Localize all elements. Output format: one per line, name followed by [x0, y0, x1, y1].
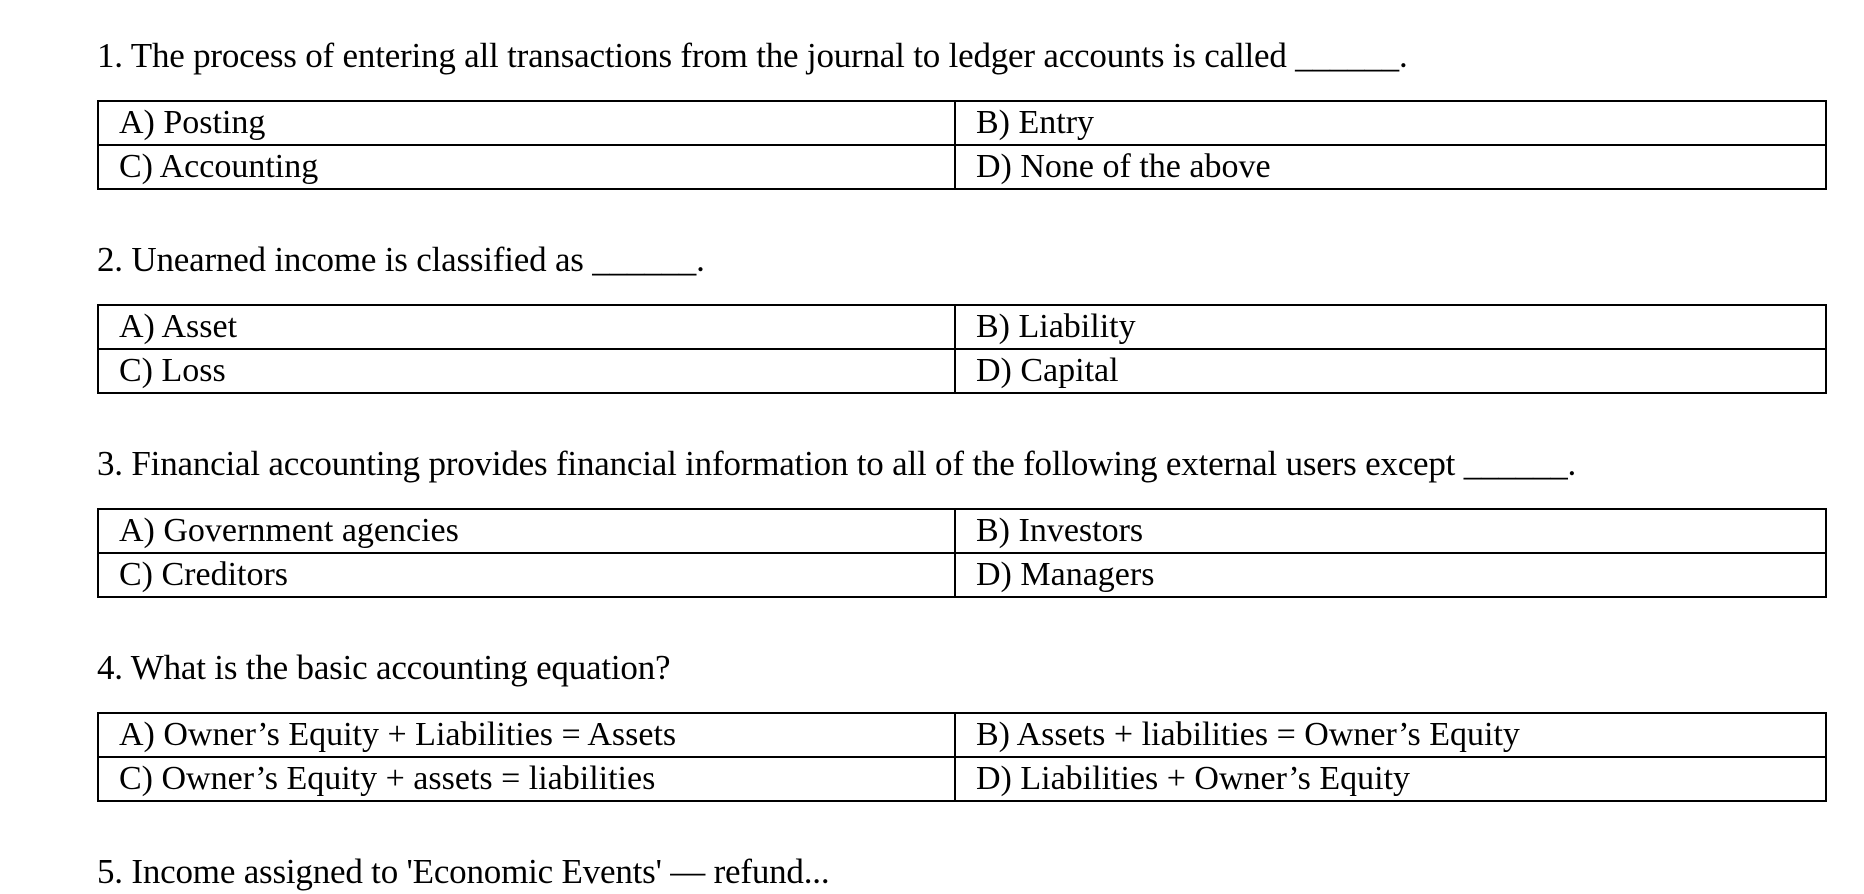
option-c: C) Loss — [98, 349, 955, 393]
option-c: C) Owner’s Equity + assets = liabilities — [98, 757, 955, 801]
options-row — [98, 757, 1826, 801]
options-row — [98, 349, 1826, 393]
option-b: B) Assets + liabilities = Owner’s Equity — [955, 713, 1826, 757]
option-a: A) Government agencies — [98, 509, 955, 553]
question-stem: 2. Unearned income is classified as ______. — [97, 240, 705, 279]
option-b: B) Investors — [955, 509, 1826, 553]
options-table — [97, 100, 1827, 190]
question-stem: 4. What is the basic accounting equation? — [97, 648, 671, 687]
options-table — [97, 712, 1827, 802]
question-3 — [97, 442, 1803, 593]
question-stem: 1. The process of entering all transactions from the journal to ledger accounts is called ______. — [97, 36, 1408, 75]
option-d: D) None of the above — [955, 145, 1826, 189]
options-table — [97, 304, 1827, 394]
option-a: A) Asset — [98, 305, 955, 349]
option-d: D) Liabilities + Owner’s Equity — [955, 757, 1826, 801]
options-row — [98, 101, 1826, 145]
question-stem: 5. Income assigned to 'Economic Events' — refund... — [97, 852, 830, 891]
option-a: A) Posting — [98, 101, 955, 145]
question-4 — [97, 646, 1803, 797]
options-row — [98, 145, 1826, 189]
question-5 — [97, 850, 1803, 894]
question-stem: 3. Financial accounting provides financial information to all of the following external users except ______. — [97, 444, 1577, 483]
question-2 — [97, 238, 1803, 389]
question-1 — [97, 34, 1803, 185]
option-d: D) Capital — [955, 349, 1826, 393]
option-b: B) Entry — [955, 101, 1826, 145]
option-d: D) Managers — [955, 553, 1826, 597]
options-row — [98, 305, 1826, 349]
options-row — [98, 553, 1826, 597]
options-row — [98, 509, 1826, 553]
option-c: C) Accounting — [98, 145, 955, 189]
option-a: A) Owner’s Equity + Liabilities = Assets — [98, 713, 955, 757]
options-table — [97, 508, 1827, 598]
options-row — [98, 713, 1826, 757]
option-c: C) Creditors — [98, 553, 955, 597]
option-b: B) Liability — [955, 305, 1826, 349]
